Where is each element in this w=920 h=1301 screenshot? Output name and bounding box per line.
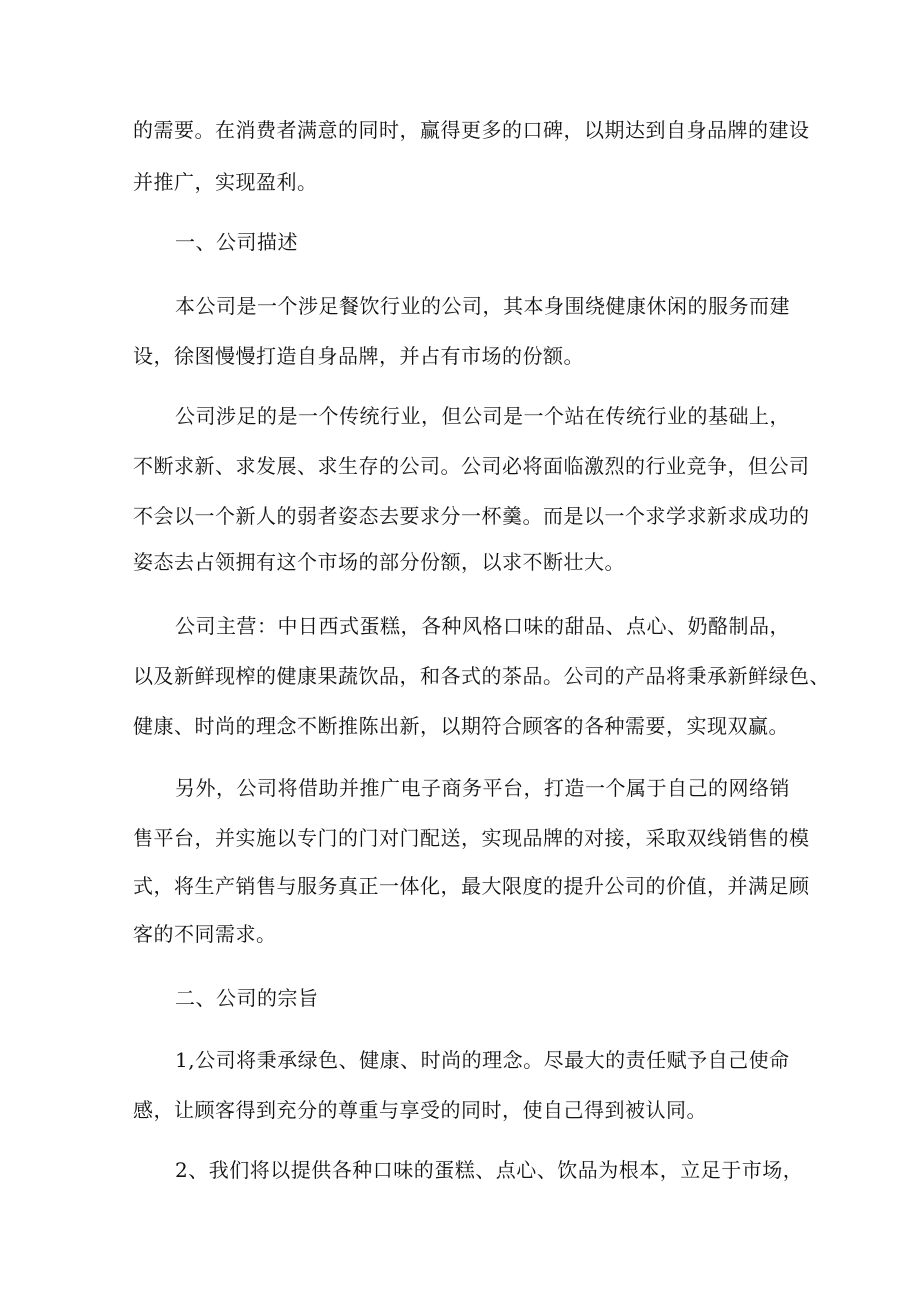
text-line: 并推广，实现盈利。 <box>133 170 318 194</box>
text-line: 姿态去占领拥有这个市场的部分份额，以求不断壮大。 <box>133 550 625 574</box>
text-line: 的需要。在消费者满意的同时，赢得更多的口碑，以期达到自身品牌的建设 <box>133 118 810 142</box>
text-line: 2、我们将以提供各种口味的蛋糕、点心、饮品为根本，立足于市场， <box>175 1158 804 1182</box>
text-line: 客的不同需求。 <box>133 922 277 946</box>
text-line: 本公司是一个涉足餐饮行业的公司，其本身围绕健康休闲的服务而建 <box>175 294 790 318</box>
text-line: 式，将生产销售与服务真正一体化，最大限度的提升公司的价值，并满足顾 <box>133 874 810 898</box>
text-line: 不断求新、求发展、求生存的公司。公司必将面临激烈的行业竞争，但公司 <box>133 454 810 478</box>
text-line: 感，让顾客得到充分的尊重与享受的同时，使自己得到被认同。 <box>133 1098 707 1122</box>
text-line: 另外，公司将借助并推广电子商务平台，打造一个属于自己的网络销 <box>175 776 790 800</box>
text-line: 设，徐图慢慢打造自身品牌，并占有市场的份额。 <box>133 344 584 368</box>
text-line: 以及新鲜现榨的健康果蔬饮品，和各式的茶品。公司的产品将秉承新鲜绿色、 <box>133 664 830 688</box>
text-line: 公司涉足的是一个传统行业，但公司是一个站在传统行业的基础上， <box>175 404 790 428</box>
text-line: 不会以一个新人的弱者姿态去要求分一杯羹。而是以一个求学求新求成功的 <box>133 504 810 528</box>
section-heading: 一、公司描述 <box>175 230 298 254</box>
text-line: 公司主营：中日西式蛋糕，各种风格口味的甜品、点心、奶酪制品， <box>175 614 790 638</box>
section-heading: 二、公司的宗旨 <box>175 986 319 1010</box>
text-line: 售平台，并实施以专门的门对门配送，实现品牌的对接，采取双线销售的模 <box>133 826 810 850</box>
text-line: 1,公司将秉承绿色、健康、时尚的理念。尽最大的责任赋予自己使命 <box>175 1048 790 1072</box>
text-line: 健康、时尚的理念不断推陈出新，以期符合顾客的各种需要，实现双赢。 <box>133 714 789 738</box>
